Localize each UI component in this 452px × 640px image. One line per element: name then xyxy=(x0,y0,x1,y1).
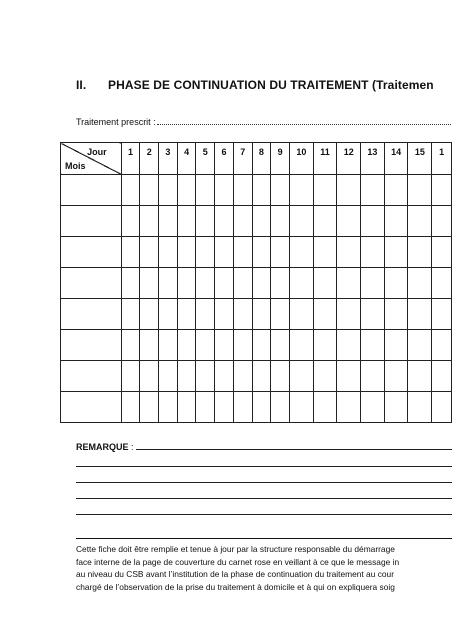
day-cell[interactable] xyxy=(159,330,178,361)
day-cell[interactable] xyxy=(408,330,432,361)
day-cell[interactable] xyxy=(233,175,252,206)
day-cell[interactable] xyxy=(140,206,159,237)
day-cell[interactable] xyxy=(361,206,385,237)
day-cell[interactable] xyxy=(432,330,452,361)
table-row xyxy=(61,299,452,330)
treatment-calendar-table xyxy=(60,142,452,423)
day-cell[interactable] xyxy=(408,392,432,423)
corner-day-label: Jour xyxy=(87,147,107,157)
day-header-4: 4 xyxy=(177,143,196,175)
month-cell[interactable] xyxy=(61,206,122,237)
day-cell[interactable] xyxy=(361,392,385,423)
day-cell[interactable] xyxy=(384,237,408,268)
day-cell[interactable] xyxy=(140,361,159,392)
day-cell[interactable] xyxy=(337,237,361,268)
day-cell[interactable] xyxy=(313,392,337,423)
table-row xyxy=(61,330,452,361)
day-cell[interactable] xyxy=(408,175,432,206)
day-cell[interactable] xyxy=(177,237,196,268)
day-cell[interactable] xyxy=(313,330,337,361)
day-cell[interactable] xyxy=(408,206,432,237)
day-cell[interactable] xyxy=(252,361,271,392)
day-cell[interactable] xyxy=(121,361,140,392)
day-cell[interactable] xyxy=(337,330,361,361)
day-cell[interactable] xyxy=(252,206,271,237)
day-cell[interactable] xyxy=(177,268,196,299)
day-cell[interactable] xyxy=(361,330,385,361)
day-cell[interactable] xyxy=(215,268,234,299)
table-corner-cell xyxy=(61,143,122,175)
day-cell[interactable] xyxy=(233,268,252,299)
day-cell[interactable] xyxy=(196,330,215,361)
day-cell[interactable] xyxy=(140,175,159,206)
day-cell[interactable] xyxy=(289,330,313,361)
day-cell[interactable] xyxy=(289,206,313,237)
day-cell[interactable] xyxy=(337,175,361,206)
month-cell[interactable] xyxy=(61,299,122,330)
day-cell[interactable] xyxy=(177,175,196,206)
day-cell[interactable] xyxy=(432,206,452,237)
table-body xyxy=(61,175,452,423)
day-cell[interactable] xyxy=(121,237,140,268)
day-cell[interactable] xyxy=(313,299,337,330)
remark-line-5[interactable] xyxy=(76,514,452,515)
day-cell[interactable] xyxy=(159,237,178,268)
day-cell[interactable] xyxy=(159,299,178,330)
day-cell[interactable] xyxy=(289,175,313,206)
day-cell[interactable] xyxy=(337,268,361,299)
day-cell[interactable] xyxy=(408,268,432,299)
day-cell[interactable] xyxy=(432,268,452,299)
day-cell[interactable] xyxy=(215,361,234,392)
day-cell[interactable] xyxy=(384,268,408,299)
remark-line-2[interactable] xyxy=(76,466,452,467)
day-cell[interactable] xyxy=(233,361,252,392)
day-cell[interactable] xyxy=(313,237,337,268)
day-cell[interactable] xyxy=(196,392,215,423)
day-cell[interactable] xyxy=(121,330,140,361)
day-cell[interactable] xyxy=(196,206,215,237)
day-cell[interactable] xyxy=(432,175,452,206)
day-cell[interactable] xyxy=(361,299,385,330)
table-row xyxy=(61,361,452,392)
month-cell[interactable] xyxy=(61,392,122,423)
day-cell[interactable] xyxy=(271,268,290,299)
day-cell[interactable] xyxy=(252,268,271,299)
day-cell[interactable] xyxy=(252,299,271,330)
day-cell[interactable] xyxy=(121,175,140,206)
day-cell[interactable] xyxy=(289,299,313,330)
day-cell[interactable] xyxy=(384,299,408,330)
day-cell[interactable] xyxy=(361,361,385,392)
note-line: chargé de l’observation de la prise du traitement à domicile et à qui on expliquera soig xyxy=(76,581,395,592)
day-cell[interactable] xyxy=(121,268,140,299)
day-header-8: 8 xyxy=(252,143,271,175)
remark-line xyxy=(76,441,452,452)
day-cell[interactable] xyxy=(159,361,178,392)
day-cell[interactable] xyxy=(432,392,452,423)
day-cell[interactable] xyxy=(121,392,140,423)
day-cell[interactable] xyxy=(177,206,196,237)
day-cell[interactable] xyxy=(432,361,452,392)
day-cell[interactable] xyxy=(408,299,432,330)
day-cell[interactable] xyxy=(384,361,408,392)
day-cell[interactable] xyxy=(384,330,408,361)
day-cell[interactable] xyxy=(233,237,252,268)
month-cell[interactable] xyxy=(61,330,122,361)
day-header-11: 11 xyxy=(313,143,337,175)
day-cell[interactable] xyxy=(196,237,215,268)
month-cell[interactable] xyxy=(61,175,122,206)
day-cell[interactable] xyxy=(177,361,196,392)
instruction-note xyxy=(76,543,452,593)
day-cell[interactable] xyxy=(313,268,337,299)
prescribed-treatment-label: Traitement prescrit : xyxy=(76,117,156,127)
day-header-9: 9 xyxy=(271,143,290,175)
day-header-1: 1 xyxy=(121,143,140,175)
day-cell[interactable] xyxy=(408,237,432,268)
day-cell[interactable] xyxy=(313,361,337,392)
day-header-13: 13 xyxy=(361,143,385,175)
day-cell[interactable] xyxy=(196,361,215,392)
table-header-row xyxy=(61,143,452,175)
day-cell[interactable] xyxy=(159,206,178,237)
day-cell[interactable] xyxy=(271,330,290,361)
day-cell[interactable] xyxy=(289,237,313,268)
day-header-7: 7 xyxy=(233,143,252,175)
day-cell[interactable] xyxy=(432,299,452,330)
day-cell[interactable] xyxy=(140,330,159,361)
day-cell[interactable] xyxy=(313,206,337,237)
day-cell[interactable] xyxy=(159,268,178,299)
corner-month-label: Mois xyxy=(65,161,86,171)
day-header-14: 14 xyxy=(384,143,408,175)
day-header-15: 15 xyxy=(408,143,432,175)
remark-line-4[interactable] xyxy=(76,498,452,499)
day-cell[interactable] xyxy=(384,206,408,237)
day-cell[interactable] xyxy=(337,361,361,392)
day-cell[interactable] xyxy=(177,330,196,361)
note-line: Cette fiche doit être remplie et tenue à jour par la structure responsable du démarrage xyxy=(76,544,395,554)
day-cell[interactable] xyxy=(271,392,290,423)
prescribed-treatment-line xyxy=(76,116,452,127)
day-cell[interactable] xyxy=(140,237,159,268)
day-header-5: 5 xyxy=(196,143,215,175)
day-cell[interactable] xyxy=(289,361,313,392)
remark-label: REMARQUE xyxy=(76,442,129,452)
day-header-10: 10 xyxy=(289,143,313,175)
table-row xyxy=(61,268,452,299)
day-cell[interactable] xyxy=(271,237,290,268)
day-cell[interactable] xyxy=(361,237,385,268)
remark-colon: : xyxy=(128,442,134,452)
day-cell[interactable] xyxy=(140,392,159,423)
day-cell[interactable] xyxy=(271,206,290,237)
month-cell[interactable] xyxy=(61,361,122,392)
table-row xyxy=(61,175,452,206)
day-cell[interactable] xyxy=(215,175,234,206)
day-cell[interactable] xyxy=(252,237,271,268)
day-header-3: 3 xyxy=(159,143,178,175)
day-cell[interactable] xyxy=(121,206,140,237)
day-cell[interactable] xyxy=(289,268,313,299)
day-cell[interactable] xyxy=(432,237,452,268)
day-cell[interactable] xyxy=(196,299,215,330)
day-cell[interactable] xyxy=(252,175,271,206)
day-cell[interactable] xyxy=(196,268,215,299)
remark-line-3[interactable] xyxy=(76,482,452,483)
remark-field[interactable] xyxy=(136,441,452,450)
day-cell[interactable] xyxy=(384,392,408,423)
day-cell[interactable] xyxy=(337,392,361,423)
day-cell[interactable] xyxy=(252,392,271,423)
day-cell[interactable] xyxy=(233,299,252,330)
day-cell[interactable] xyxy=(408,361,432,392)
note-line: au niveau du CSB avant l’institution de la phase de continuation du traitement au cour xyxy=(76,569,394,580)
day-cell[interactable] xyxy=(196,175,215,206)
day-cell[interactable] xyxy=(177,299,196,330)
day-cell[interactable] xyxy=(271,175,290,206)
day-header-2: 2 xyxy=(140,143,159,175)
day-cell[interactable] xyxy=(140,268,159,299)
section-heading xyxy=(76,78,434,92)
day-cell[interactable] xyxy=(159,392,178,423)
day-cell[interactable] xyxy=(177,392,196,423)
day-cell[interactable] xyxy=(159,175,178,206)
day-cell[interactable] xyxy=(233,206,252,237)
day-cell[interactable] xyxy=(215,330,234,361)
day-cell[interactable] xyxy=(337,299,361,330)
day-cell[interactable] xyxy=(215,206,234,237)
day-cell[interactable] xyxy=(215,237,234,268)
note-line: face interne de la page de couverture du carnet rose en veillant à ce que le message in xyxy=(76,556,400,567)
month-cell[interactable] xyxy=(61,237,122,268)
day-cell[interactable] xyxy=(252,330,271,361)
day-cell[interactable] xyxy=(271,361,290,392)
day-header-6: 6 xyxy=(215,143,234,175)
table-row xyxy=(61,237,452,268)
day-header-16: 1 xyxy=(432,143,452,175)
day-cell[interactable] xyxy=(361,175,385,206)
table-row xyxy=(61,392,452,423)
day-cell[interactable] xyxy=(140,299,159,330)
day-cell[interactable] xyxy=(337,206,361,237)
day-header-12: 12 xyxy=(337,143,361,175)
day-cell[interactable] xyxy=(313,175,337,206)
footnote-separator xyxy=(76,538,452,539)
day-cell[interactable] xyxy=(271,299,290,330)
section-title: PHASE DE CONTINUATION DU TRAITEMENT (Traitemen xyxy=(108,78,434,92)
day-cell[interactable] xyxy=(233,392,252,423)
day-cell[interactable] xyxy=(215,392,234,423)
section-number: II. xyxy=(76,78,87,92)
prescribed-treatment-field[interactable] xyxy=(157,116,452,125)
day-cell[interactable] xyxy=(233,330,252,361)
day-cell[interactable] xyxy=(215,299,234,330)
day-cell[interactable] xyxy=(361,268,385,299)
day-cell[interactable] xyxy=(289,392,313,423)
table-row xyxy=(61,206,452,237)
day-cell[interactable] xyxy=(384,175,408,206)
month-cell[interactable] xyxy=(61,268,122,299)
day-cell[interactable] xyxy=(121,299,140,330)
